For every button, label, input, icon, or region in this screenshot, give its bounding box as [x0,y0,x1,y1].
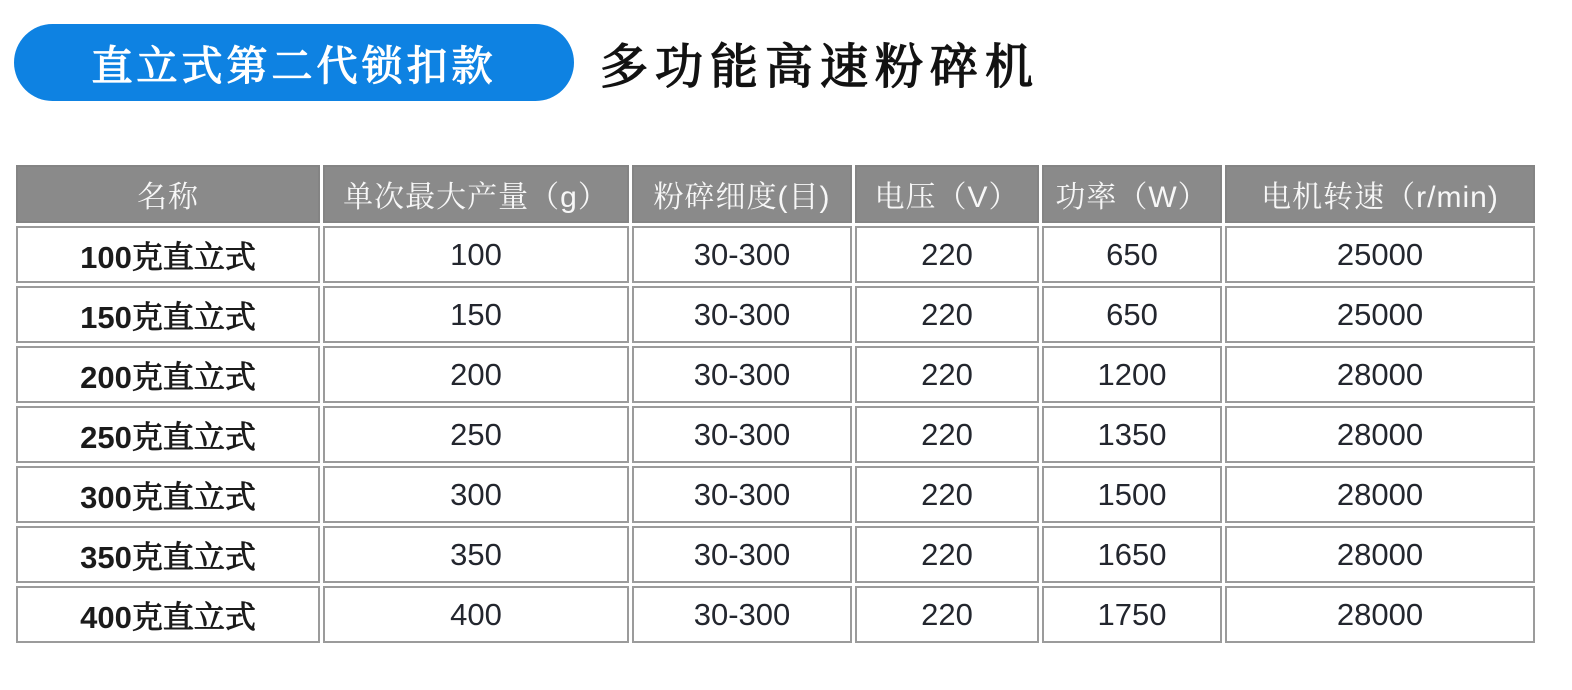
spec-value-cell: 650 [1042,226,1222,283]
spec-value-cell: 220 [855,226,1039,283]
table-row [16,226,1535,283]
spec-value-cell: 220 [855,286,1039,343]
spec-value-cell: 100 [323,226,629,283]
header-max-output: 单次最大产量（g） [323,165,629,223]
spec-value-cell: 220 [855,406,1039,463]
spec-value-cell: 1200 [1042,346,1222,403]
header-power: 功率（W） [1042,165,1222,223]
spec-table-header [16,165,1535,223]
header-name: 名称 [16,165,320,223]
spec-value-cell: 30-300 [632,406,852,463]
spec-value-cell: 30-300 [632,526,852,583]
page-title: 多功能高速粉碎机 [600,41,1041,94]
header-mesh: 粉碎细度(目) [632,165,852,223]
model-name-cell: 250克直立式 [16,406,320,463]
spec-value-cell: 30-300 [632,346,852,403]
model-name-cell: 200克直立式 [16,346,320,403]
spec-value-cell: 28000 [1225,346,1535,403]
spec-value-cell: 28000 [1225,586,1535,643]
spec-value-cell: 1500 [1042,466,1222,523]
spec-value-cell: 28000 [1225,466,1535,523]
spec-value-cell: 28000 [1225,406,1535,463]
spec-value-cell: 220 [855,466,1039,523]
spec-table [13,162,1538,646]
spec-value-cell: 30-300 [632,466,852,523]
spec-value-cell: 1350 [1042,406,1222,463]
spec-value-cell: 25000 [1225,286,1535,343]
spec-value-cell: 400 [323,586,629,643]
table-row [16,406,1535,463]
spec-value-cell: 220 [855,526,1039,583]
table-row [16,466,1535,523]
table-row [16,586,1535,643]
model-name-cell: 350克直立式 [16,526,320,583]
spec-value-cell: 650 [1042,286,1222,343]
spec-value-cell: 220 [855,586,1039,643]
spec-value-cell: 150 [323,286,629,343]
spec-table-body [16,226,1535,643]
spec-value-cell: 1650 [1042,526,1222,583]
model-name-cell: 100克直立式 [16,226,320,283]
table-row [16,346,1535,403]
header-motor-speed: 电机转速（r/min) [1225,165,1535,223]
spec-value-cell: 350 [323,526,629,583]
model-name-cell: 400克直立式 [16,586,320,643]
header-voltage: 电压（V） [855,165,1039,223]
spec-value-cell: 250 [323,406,629,463]
spec-value-cell: 30-300 [632,226,852,283]
header-row [16,165,1535,223]
model-name-cell: 300克直立式 [16,466,320,523]
model-series-badge [14,24,574,101]
spec-value-cell: 220 [855,346,1039,403]
spec-value-cell: 30-300 [632,586,852,643]
table-row [16,286,1535,343]
spec-value-cell: 28000 [1225,526,1535,583]
spec-value-cell: 30-300 [632,286,852,343]
spec-value-cell: 200 [323,346,629,403]
spec-value-cell: 1750 [1042,586,1222,643]
header-area [14,24,1040,101]
model-name-cell: 150克直立式 [16,286,320,343]
table-row [16,526,1535,583]
spec-value-cell: 25000 [1225,226,1535,283]
model-series-badge-label: 直立式第二代锁扣款 [91,43,497,89]
spec-value-cell: 300 [323,466,629,523]
